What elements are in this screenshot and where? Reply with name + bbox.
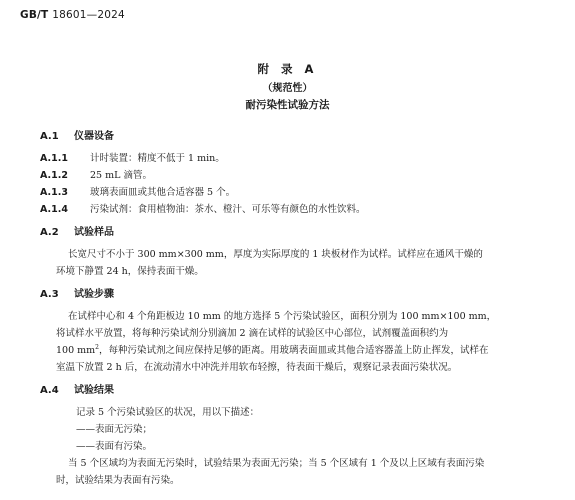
clause-a1-1: [40, 150, 225, 164]
clause-a1-2: [40, 167, 152, 181]
paragraph-line: 在试样中心和 4 个角距板边 10 mm 的地方选择 5 个污染试验区，面积分别为 100 mm×100 mm，: [68, 311, 497, 322]
paragraph-line: 时，试验结果为表面有污染。: [56, 475, 180, 486]
paragraph-line: 将试样水平放置，将每种污染试剂分别滴加 2 滴在试样的试验区中心部位，试剂覆盖面积约为: [56, 328, 449, 339]
superscript: 2: [95, 343, 99, 351]
section-number: A.1: [40, 131, 59, 142]
section-title: 试验样品: [74, 227, 114, 238]
annex-type: （规范性）: [262, 83, 313, 94]
line-rest: ，每种污染试剂之间应保持足够的距离。用玻璃表面皿或其他合适容器盖上防止挥发，试样在: [99, 345, 489, 356]
standard-code-number: 18601—2024: [52, 9, 125, 21]
area-value: 100 mm: [56, 345, 96, 356]
clause-text: 污染试剂：食用植物油：茶水、橙汁、可乐等有颜色的水性饮料。: [90, 204, 366, 215]
section-number: A.2: [40, 227, 59, 238]
section-number: A.4: [40, 385, 59, 396]
section-number: A.3: [40, 289, 59, 300]
section-a1-heading: [40, 127, 114, 142]
section-a2-heading: [40, 223, 114, 238]
clause-number: A.1.2: [40, 170, 68, 181]
section-a3-heading: [40, 285, 114, 300]
list-item: ——表面无污染；: [76, 424, 153, 435]
clause-text: 计时装置：精度不低于 1 min。: [90, 153, 225, 164]
clause-number: A.1.4: [40, 204, 68, 215]
paragraph-line: 长宽尺寸不小于 300 mm×300 mm，厚度为实际厚度的 1 块板材作为试样。试样应在通风干燥的: [68, 249, 483, 260]
section-title: 试验步骤: [74, 289, 114, 300]
clause-text: 25 mL 滴管。: [90, 170, 152, 181]
section-title: 试验结果: [74, 385, 114, 396]
standard-code: [20, 9, 125, 21]
clause-number: A.1.3: [40, 187, 68, 198]
section-a4-heading: [40, 381, 114, 396]
clause-text: 玻璃表面皿或其他合适容器 5 个。: [90, 187, 236, 198]
list-item: ——表面有污染。: [76, 441, 153, 452]
clause-a1-3: [40, 184, 235, 198]
clause-number: A.1.1: [40, 153, 68, 164]
standard-code-prefix: GB/T: [20, 9, 49, 21]
paragraph-line: 记录 5 个污染试验区的状况，用以下描述：: [76, 407, 260, 418]
paragraph-line: 环境下静置 24 h，保持表面干燥。: [56, 266, 204, 277]
annex-title: 附 录 A: [257, 62, 318, 76]
paragraph-line: [56, 342, 489, 356]
annex-name: 耐污染性试验方法: [245, 99, 330, 111]
clause-a1-4: [40, 201, 366, 215]
section-title: 仪器设备: [74, 131, 114, 142]
paragraph-line: 室温下放置 2 h 后，在流动清水中冲洗并用软布轻擦，待表面干燥后，观察记录表面污染状况。: [56, 362, 458, 373]
paragraph-line: 当 5 个区域均为表面无污染时，试验结果为表面无污染；当 5 个区域有 1 个及以上区域有表面污染: [68, 458, 485, 469]
